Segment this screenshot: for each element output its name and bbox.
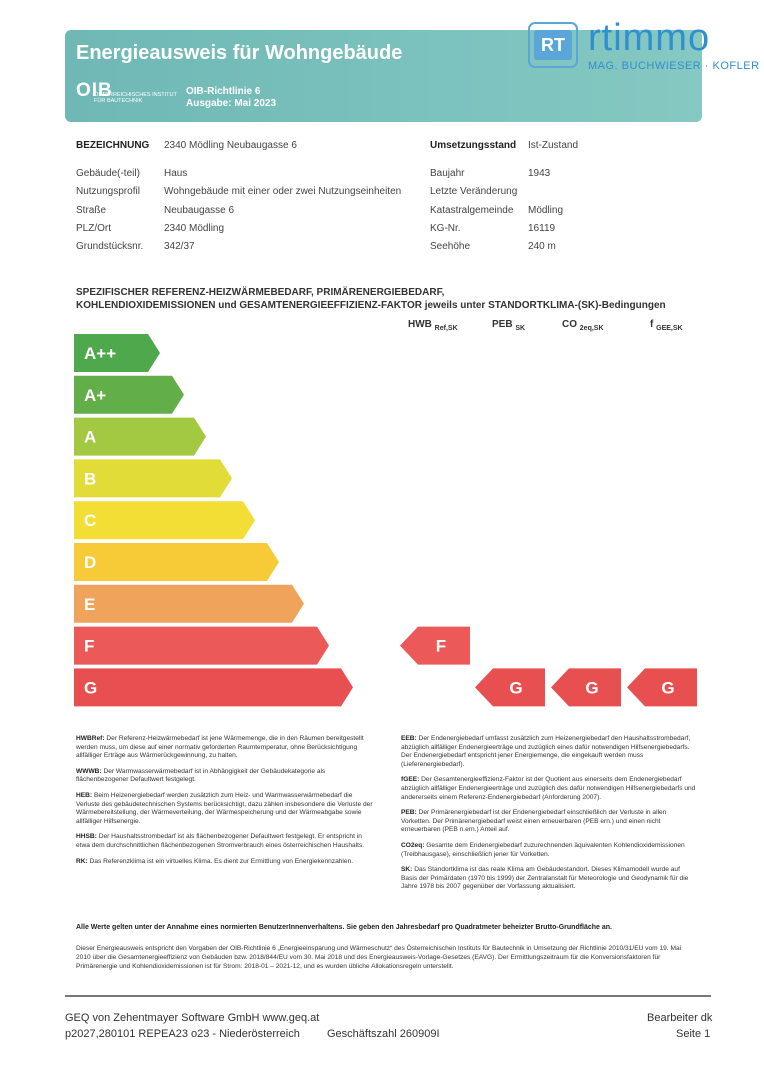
bezeichnung-value: 2340 Mödling Neubaugasse 6 [164, 140, 297, 151]
info-value-seehoehe: 240 m [528, 241, 556, 252]
footer-software: GEQ von Zehentmayer Software GmbH www.geq.at [65, 1012, 320, 1024]
umsetzung-label: Umsetzungsstand [430, 140, 517, 151]
footnote-term: HWBRef: [76, 735, 105, 742]
footnote-text: Der Warmwasserwärmebedarf ist in Abhängigkeit der Gebäudekategorie als flächenbezogener Defaultwert festgelegt. [76, 767, 326, 784]
footnote-text: Beim Heizenergiebedarf werden zusätzlich zum Heiz- und Warmwasserwärmebedarf die Verluste des gebäudetechnischen Systems berücksichtigt, dazu zählen insbesondere die Verluste der Wärmebereitstellung, der Wärmeverteilung, der Wärmespeicherung und der Wärmeabgabe sowie allfälliger Hilfsenergie. [76, 791, 373, 825]
oib-richtlinie: OIB-Richtlinie 6 [186, 86, 261, 97]
footer-bearbeiter: Bearbeiter dk [647, 1012, 713, 1024]
footnote-term: fGEE: [401, 776, 420, 784]
info-label-veraenderung: Letzte Veränderung [430, 186, 518, 197]
footnote-term: EEB: [401, 735, 417, 742]
footnote-term: PEB: [401, 809, 417, 817]
footer-code: p2027,280101 REPEA23 o23 - Niederösterreich [65, 1028, 300, 1040]
class-bar-b [74, 459, 232, 497]
footnote-right-4 [401, 866, 696, 892]
footnote-term: SK: [401, 866, 413, 874]
footnote-left-1 [76, 768, 376, 785]
info-label-nutzungsprofil: Nutzungsprofil [76, 186, 140, 197]
oib-institute: ÖSTERREICHISCHES INSTITUT FÜR BAUTECHNIK [94, 92, 177, 104]
info-value-strasse: Neubaugasse 6 [164, 205, 235, 216]
info-value-nutzungsprofil: Wohngebäude mit einer oder zwei Nutzungseinheiten [164, 186, 402, 197]
footnote-text: Gesamte dem Endenergiebedarf zuzurechnenden äquivalenten Kohlendioxidemissionen (Treibhausgase), einschließlich jener für Vorketten. [401, 841, 685, 858]
footnote-text: Der Gesamtenergieeffizienz-Faktor ist der Quotient aus einerseits dem Endenergiebedarf abzüglich allfälliger Endenergieerträge und zuzüglich des dafür notwendigen Hilfsenergiebedarfs und andererseits einem Referenz-Endenergiebedarf (Anforderung 2007). [401, 776, 696, 801]
rating-label-hwb: F [435, 636, 447, 656]
info-label-grundstueck: Grundstücksnr. [76, 241, 144, 252]
info-label-seehoehe: Seehöhe [430, 241, 471, 252]
rating-label-peb: G [509, 678, 523, 698]
info-label-strasse: Straße [76, 205, 107, 216]
class-label: G [84, 678, 98, 698]
footnote-right-1 [401, 776, 696, 802]
section-title-line1: SPEZIFISCHER REFERENZ-HEIZWÄRMEBEDARF, PRIMÄRENERGIEBEDARF, [76, 287, 445, 298]
class-label: D [84, 553, 97, 572]
info-label-plz: PLZ/Ort [76, 223, 112, 234]
legal-note: Dieser Energieausweis entspricht den Vorgaben der OIB-Richtlinie 6 „Energieeinsparung und Wärmeschutz“ des Österreichischen Instituts für Bautechnik in Umsetzung der Richtlinie 2010/31/EU vom 19. Mai 2010 über die Gesamtenergieeffizienz von Gebäuden bzw. 2018/844/EU vom 30. Mai 2018 und des Energieausweis-Vorlage-Gesetzes (EAVG). Der Ermittlungszeitraum für die Konversionsfaktoren für Primärenergie und Kohlendioxidemissionen ist für Strom: 2018-01 – 2021-12, und es wurden übliche Allokationsregeln unterstellt. [76, 945, 682, 970]
class-bar-g [74, 668, 353, 706]
footnote-right-0 [401, 735, 696, 769]
footnote-left-4 [76, 858, 376, 867]
bezeichnung-label: BEZEICHNUNG [76, 140, 150, 151]
footer-geschaeftszahl: Geschäftszahl 260909I [327, 1028, 440, 1040]
section-title-line2: KOHLENDIOXIDEMISSIONEN und GESAMTENERGIEEFFIZIENZ-FAKTOR jeweils unter STANDORTKLIMA-(SK)-Bedingungen [76, 300, 666, 311]
class-bar-c [74, 501, 255, 539]
class-label: B [84, 469, 97, 489]
values-note: Alle Werte gelten unter der Annahme eines normierten BenutzerInnenverhaltens. Sie geben den Jahresbedarf pro Quadratmeter beheizter Brutto-Grundfläche an. [76, 924, 613, 931]
info-value-baujahr: 1943 [528, 168, 551, 179]
rt-logo-mark: RT [534, 30, 572, 60]
col-head-co2: CO $_{2eq,SK}$ [562, 319, 604, 332]
info-value-gebaeude: Haus [164, 168, 188, 179]
footnote-term: RK: [76, 857, 88, 865]
class-bar-f [74, 627, 329, 665]
class-label: F [84, 636, 95, 656]
footnote-text: Das Standortklima ist das reale Klima am Gebäudestandort. Dieses Klimamodell wurde auf Basis der Primärdaten (1970 bis 1999) der Zentralanstalt für Meteorologie und Geodynamik für die Jahre 1978 bis 2007 gegenüber der Vorfassung aktualisiert. [401, 866, 689, 891]
rating-label-fgee: G [661, 678, 675, 698]
footnote-left-3 [76, 833, 376, 850]
class-label: E [84, 594, 96, 614]
oib-ausgabe: Ausgabe: Mai 2023 [186, 98, 277, 109]
col-head-fgee: f $_{GEE,SK}$ [650, 319, 683, 332]
class-bar-d [74, 543, 279, 581]
class-label: A [84, 427, 97, 447]
footnote-right-3 [401, 842, 696, 859]
footnote-text: Der Haushaltsstrombedarf ist als flächenbezogener Defaultwert festgelegt. Er entspricht in etwa dem durchschnittlichen flächenbezogenen Stromverbrauch eines österreichischen Haushalts. [76, 833, 365, 849]
footnote-right-2 [401, 809, 696, 835]
footnote-text: Der Referenz-Heizwärmebedarf ist jene Wärmemenge, die in den Räumen bereitgestellt werden muss, um diese auf einer normativ geforderten Raumtemperatur, ohne Berücksichtigung allfälliger Erträge aus Wärmerückgewinnung, zu halten. [76, 735, 364, 760]
footnote-term: CO2eq: [401, 841, 425, 849]
info-label-kgnr: KG-Nr. [430, 223, 461, 234]
info-label-katastralgemeinde: Katastralgemeinde [430, 205, 514, 216]
footnote-term: HEB: [76, 791, 93, 799]
brand-name: rtimmo [588, 17, 711, 59]
class-label: A+ [84, 385, 107, 405]
footnote-left-0 [76, 735, 376, 761]
footnote-term: HHSB: [76, 833, 97, 841]
footnotes-right [401, 735, 696, 899]
footer-divider [65, 995, 711, 997]
footnote-text: Der Endenergiebedarf umfasst zusätzlich zum Heizenergiebedarf den Haushaltsstrombedarf, abzüglich allfälliger Endenergieerträge und zuzüglich eines dafür notwendigen Hilfsenergiebedarfs. Der Endenergiebedarf entspricht jener Energiemenge, die eingekauft werden muss (Lieferenergiebedarf). [401, 735, 691, 768]
footnote-term: WWWB: [76, 767, 102, 775]
footnotes-left [76, 735, 376, 873]
info-label-baujahr: Baujahr [430, 168, 465, 179]
brand-subtitle: MAG. BUCHWIESER · KOFLER [588, 60, 760, 72]
info-value-grundstueck: 342/37 [164, 241, 195, 252]
footnote-left-2 [76, 792, 376, 826]
info-label-gebaeude: Gebäude(-teil) [76, 168, 140, 179]
class-bar-e [74, 585, 304, 623]
class-label: C [84, 511, 97, 531]
info-value-kgnr: 16119 [528, 223, 556, 234]
rating-label-co2: G [585, 678, 599, 698]
footnote-text: Das Referenzklima ist ein virtuelles Klima. Es dient zur Ermittlung von Energiekennzahlen. [87, 857, 354, 865]
col-head-peb: PEB $_{SK}$ [492, 319, 526, 332]
class-label: A++ [84, 344, 117, 363]
info-value-katastralgemeinde: Mödling [528, 205, 564, 216]
col-head-hwb: HWB $_{Ref,SK}$ [408, 319, 458, 332]
page-title: Energieausweis für Wohngebäude [76, 42, 403, 64]
footer-seite: Seite 1 [676, 1028, 711, 1040]
umsetzung-value: Ist-Zustand [528, 140, 579, 151]
info-value-plz: 2340 Mödling [164, 223, 225, 234]
footnote-text: Der Primärenergiebedarf ist der Endenergiebedarf einschließlich der Verluste in allen Vorketten. Der Primärenergiebedarf weist einen erneuerbaren (PEB ern.) und einen nicht erneuerbaren (PEB n.ern.) Anteil auf. [401, 809, 667, 834]
oib-logo: OIB [76, 80, 113, 101]
